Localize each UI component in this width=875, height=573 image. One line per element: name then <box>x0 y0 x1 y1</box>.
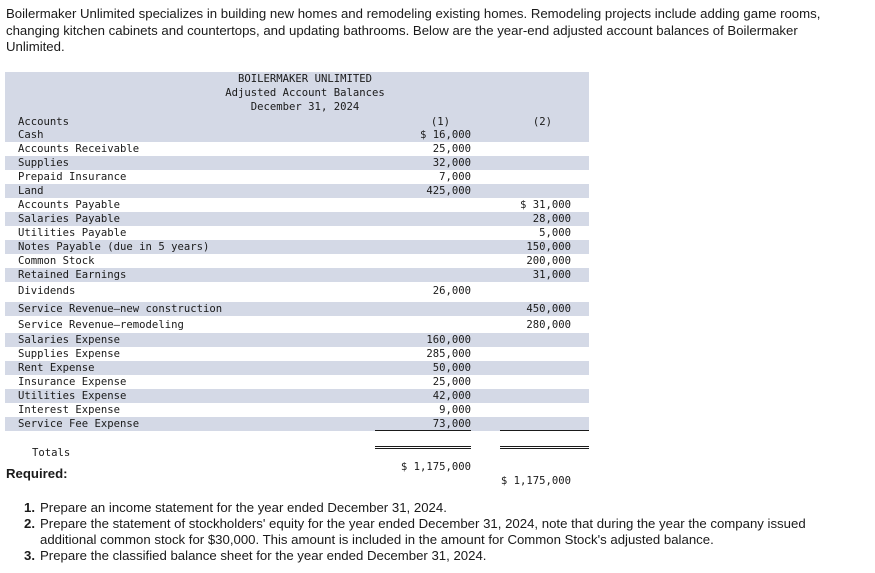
column-2-total-rule <box>500 430 589 431</box>
table-row <box>5 333 589 347</box>
column-1-double-rule-b <box>375 448 471 449</box>
column-1-value: 25,000 <box>432 143 471 155</box>
column-1-value: 42,000 <box>432 390 471 402</box>
account-label: Common Stock <box>18 255 95 267</box>
account-label: Accounts Payable <box>18 199 121 211</box>
account-label: Retained Earnings <box>18 269 127 281</box>
account-label: Service Fee Expense <box>18 418 140 430</box>
table-row <box>5 198 589 212</box>
problem-intro: Boilermaker Unlimited specializes in building new homes and remodeling existing homes. Remodeling projects include adding game rooms, changing kitchen cabinets and countertops, and updating bathrooms. Below are the year-end adjusted account balances of Boilermaker Unlimited. <box>6 6 821 54</box>
table-row <box>5 254 589 268</box>
column-1-double-rule-a <box>375 446 471 447</box>
column-2-value: 5,000 <box>539 227 571 239</box>
table-row <box>5 184 589 198</box>
table-subtitle: Adjusted Account Balances <box>225 87 385 99</box>
table-row <box>5 156 589 170</box>
table-row <box>5 403 589 417</box>
account-label: Service Revenue—remodeling <box>18 319 184 331</box>
table-row <box>5 284 589 298</box>
account-label: Interest Expense <box>18 404 121 416</box>
table-date: December 31, 2024 <box>250 101 360 113</box>
table-heading <box>205 72 405 114</box>
account-label: Accounts Receivable <box>18 143 140 155</box>
column-2-value: $ 31,000 <box>519 199 571 211</box>
column-1-value: 25,000 <box>432 376 471 388</box>
column-2-value: 450,000 <box>526 303 571 315</box>
table-row <box>5 240 589 254</box>
table-row <box>5 128 589 142</box>
table-row <box>5 389 589 403</box>
task-number: 2. <box>24 516 35 531</box>
column-2-double-rule-b <box>500 448 589 449</box>
account-label: Insurance Expense <box>18 376 127 388</box>
column-1-value: 7,000 <box>439 171 471 183</box>
required-task <box>24 548 844 564</box>
account-label: Utilities Expense <box>18 390 127 402</box>
task-text: Prepare an income statement for the year ended December 31, 2024. <box>40 500 447 515</box>
column-1-value: 50,000 <box>432 362 471 374</box>
table-row <box>5 226 589 240</box>
account-label: Salaries Expense <box>18 334 121 346</box>
account-label: Land <box>18 185 44 197</box>
column-1-value: 160,000 <box>426 334 471 346</box>
column-1-value: 32,000 <box>432 157 471 169</box>
task-text: Prepare the statement of stockholders' equity for the year ended December 31, 2024, note that during the year the company issued additional common stock for $30,000. This amount is included in the amount for Common Stock's adjusted balance. <box>40 516 806 547</box>
column-1-total-rule <box>375 430 471 431</box>
column-2-value: 200,000 <box>526 255 571 267</box>
column-1-value: 73,000 <box>432 418 471 430</box>
table-row <box>5 268 589 282</box>
table-row <box>5 375 589 389</box>
account-label: Prepaid Insurance <box>18 171 127 183</box>
account-label: Rent Expense <box>18 362 95 374</box>
required-task <box>24 516 844 548</box>
column-2-header: (2) <box>532 116 552 128</box>
column-1-header: (1) <box>430 116 450 128</box>
totals-column-1: $ 1,175,000 <box>400 461 471 473</box>
account-label: Notes Payable (due in 5 years) <box>18 241 210 253</box>
accounts-column-header: Accounts <box>18 116 70 128</box>
required-task <box>24 500 844 516</box>
table-row <box>5 417 589 431</box>
column-1-value: $ 16,000 <box>419 129 471 141</box>
table-row <box>5 170 589 184</box>
column-1-value: 285,000 <box>426 348 471 360</box>
column-1-value: 26,000 <box>432 285 471 297</box>
totals-label: Totals <box>32 447 71 459</box>
column-2-double-rule-a <box>500 446 589 447</box>
account-label: Service Revenue—new construction <box>18 303 223 315</box>
task-text: Prepare the classified balance sheet for the year ended December 31, 2024. <box>40 548 487 563</box>
table-row <box>5 212 589 226</box>
totals-column-2: $ 1,175,000 <box>500 475 571 487</box>
account-label: Salaries Payable <box>18 213 121 225</box>
table-row <box>5 347 589 361</box>
table-row <box>5 302 589 316</box>
task-number: 3. <box>24 548 35 563</box>
table-row <box>5 142 589 156</box>
table-row <box>5 318 589 332</box>
account-label: Supplies <box>18 157 70 169</box>
required-heading: Required: <box>6 466 68 481</box>
column-2-value: 150,000 <box>526 241 571 253</box>
account-label: Dividends <box>18 285 76 297</box>
account-label: Utilities Payable <box>18 227 127 239</box>
required-task-list <box>24 500 844 564</box>
company-name: BOILERMAKER UNLIMITED <box>238 73 372 85</box>
column-1-value: 9,000 <box>439 404 471 416</box>
column-2-value: 280,000 <box>526 319 571 331</box>
account-label: Cash <box>18 129 44 141</box>
account-label: Supplies Expense <box>18 348 121 360</box>
task-number: 1. <box>24 500 35 515</box>
column-2-value: 28,000 <box>532 213 571 225</box>
table-row <box>5 361 589 375</box>
column-2-value: 31,000 <box>532 269 571 281</box>
column-1-value: 425,000 <box>426 185 471 197</box>
